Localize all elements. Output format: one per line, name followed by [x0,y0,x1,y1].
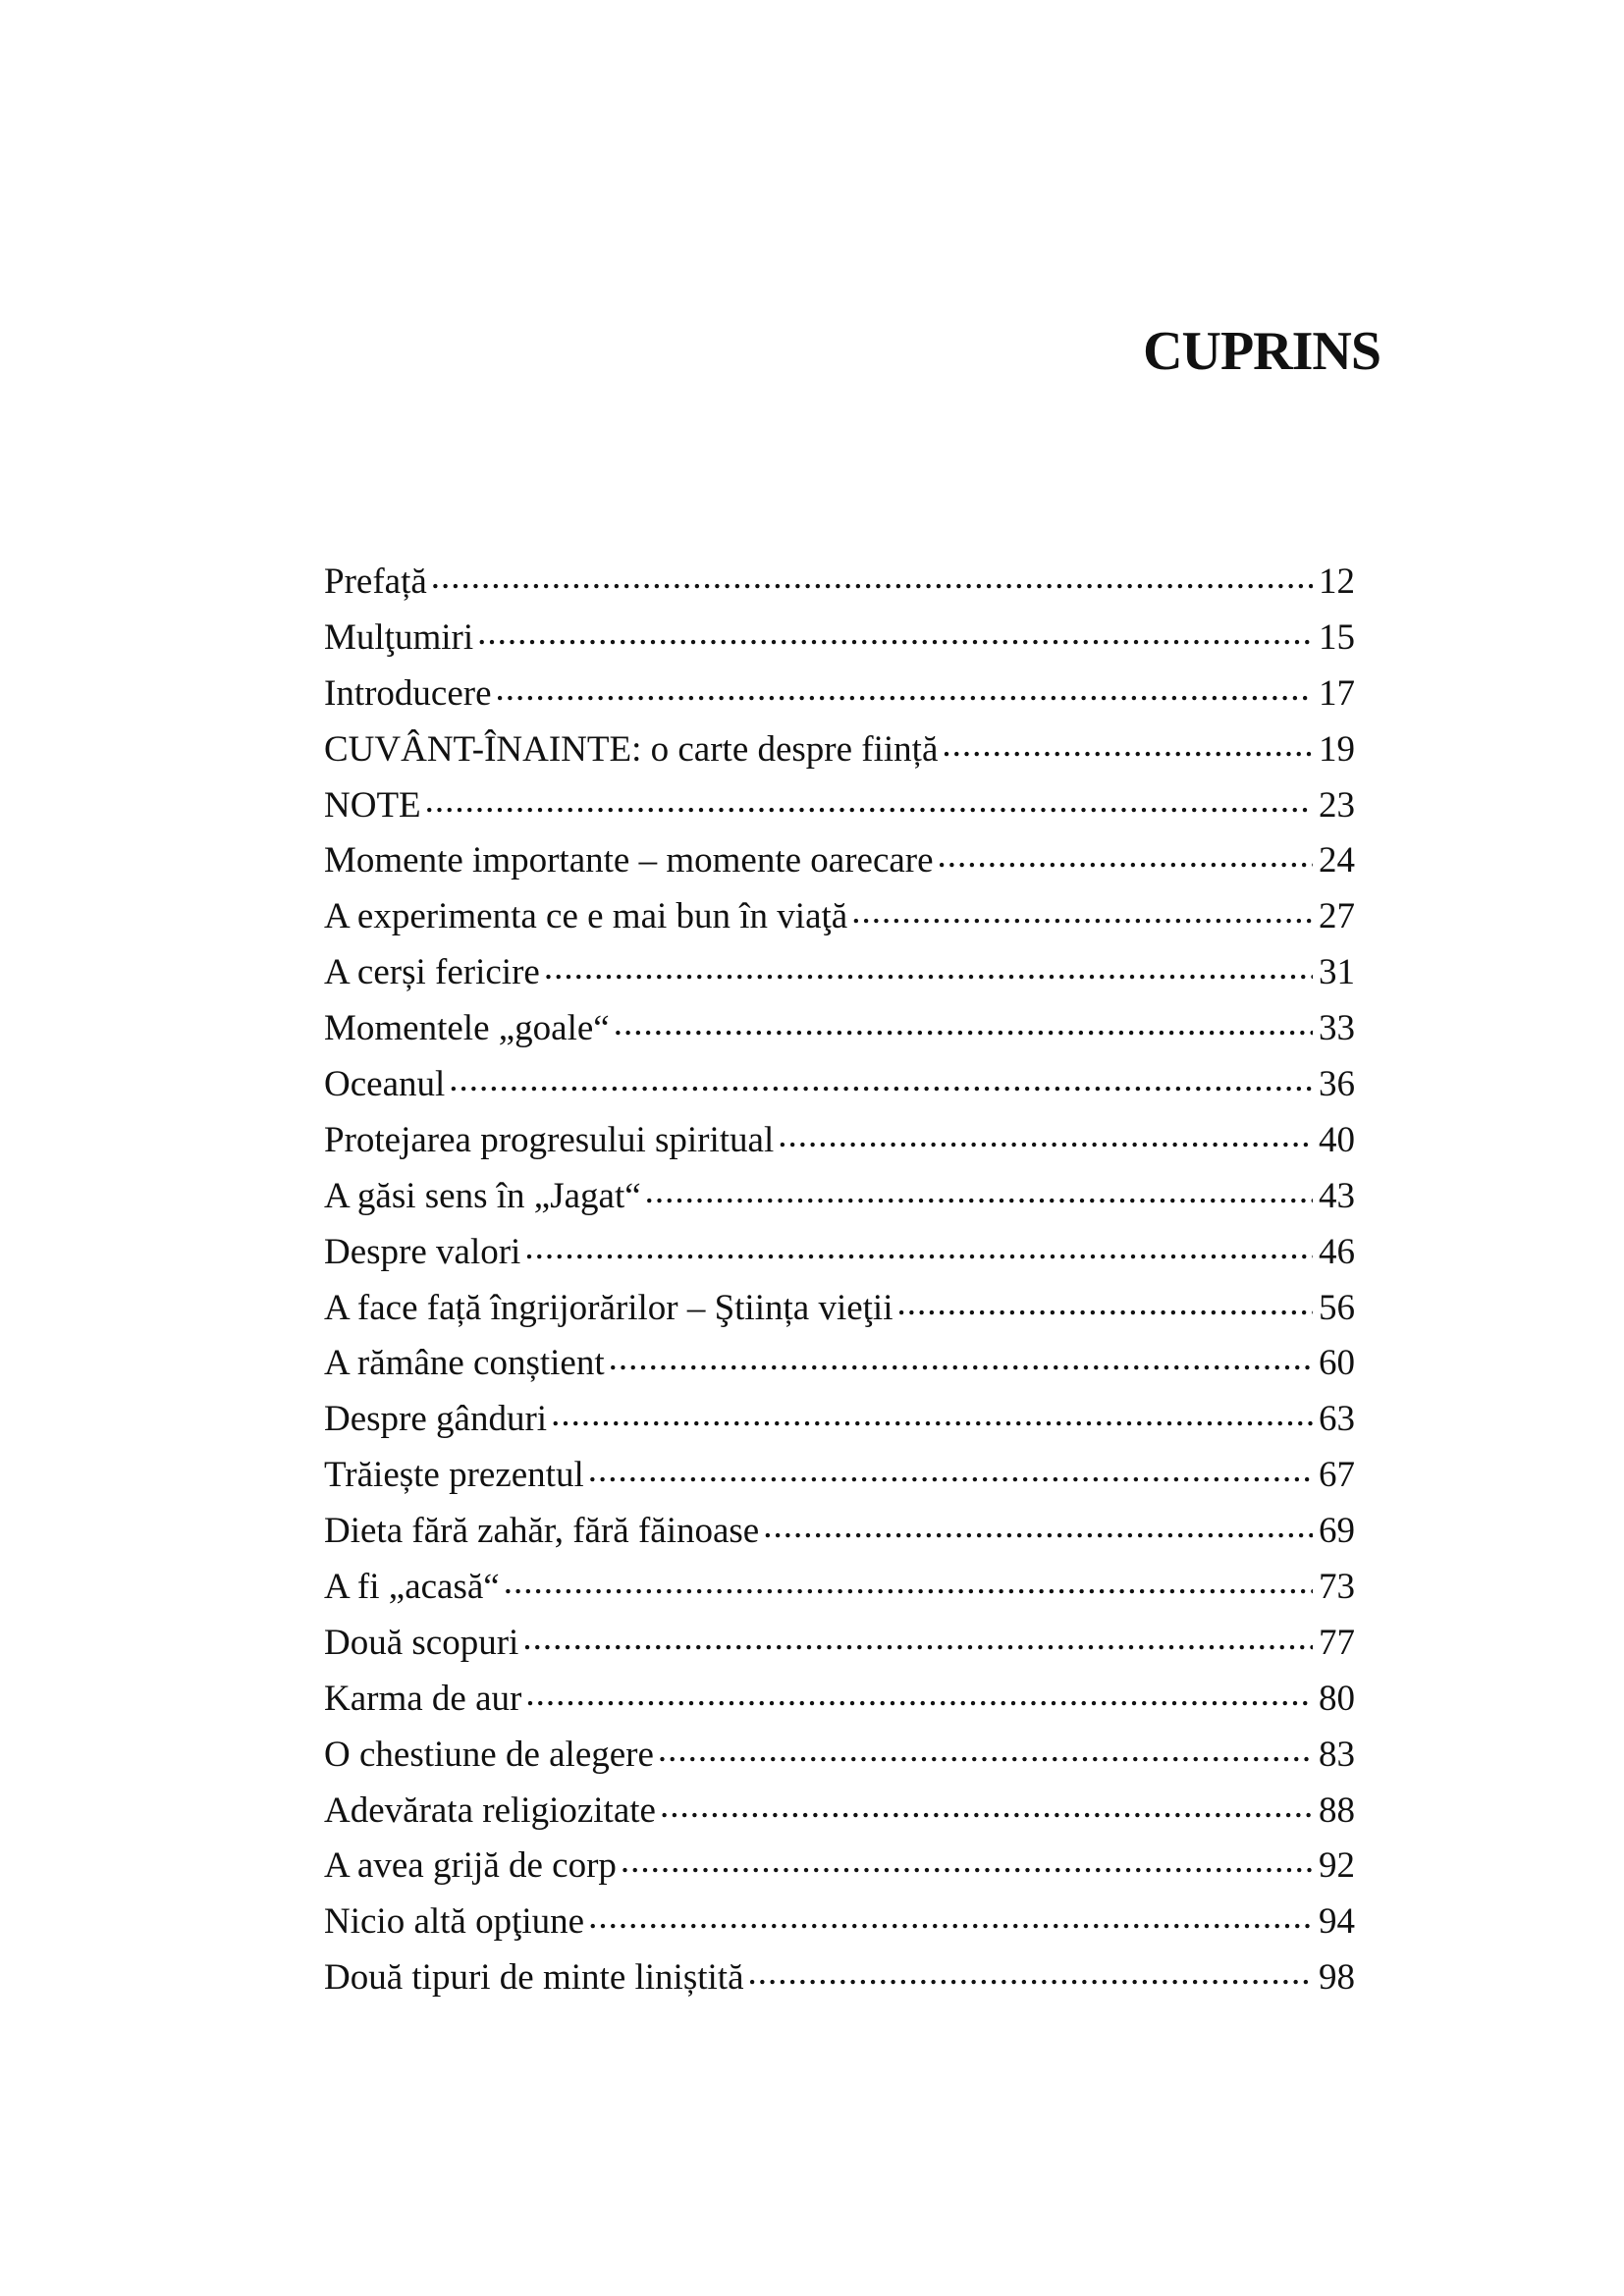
dot-leader [851,891,1313,928]
toc-entry-label: Mulţumiri [324,616,474,658]
dot-leader [938,835,1313,872]
toc-entry-page-number: 98 [1319,1957,1355,1999]
dot-leader [609,1338,1313,1374]
dot-leader [778,1115,1313,1151]
dot-leader [496,668,1313,705]
toc-entry[interactable] [324,1672,1355,1728]
toc-entry[interactable] [324,1950,1355,2006]
toc-entry[interactable] [324,1895,1355,1950]
toc-entry[interactable] [324,611,1355,667]
toc-entry-page-number: 27 [1319,896,1355,937]
toc-entry-page-number: 73 [1319,1567,1355,1608]
toc-entry-page-number: 56 [1319,1287,1355,1328]
toc-entry[interactable] [324,778,1355,834]
toc-entry-label: NOTE [324,784,421,826]
dot-leader [942,724,1313,761]
toc-entry[interactable] [324,1336,1355,1392]
toc-entry[interactable] [324,1057,1355,1113]
dot-leader [763,1506,1313,1542]
dot-leader [449,1059,1313,1095]
dot-leader [658,1730,1313,1766]
toc-entry-label: A face față îngrijorărilor – Ştiința vieţii [324,1287,893,1328]
toc-entry-label: Momentele „goale“ [324,1008,610,1049]
toc-entry[interactable] [324,1448,1355,1504]
toc-entry-label: Nicio altă opţiune [324,1901,585,1943]
toc-entry[interactable] [324,1839,1355,1895]
dot-leader [588,1450,1313,1486]
toc-entry-page-number: 80 [1319,1678,1355,1719]
toc-entry-page-number: 23 [1319,784,1355,826]
toc-entry-label: Despre gânduri [324,1399,548,1440]
toc-entry-label: A găsi sens în „Jagat“ [324,1175,641,1216]
toc-entry-label: Două scopuri [324,1622,519,1663]
dot-leader [588,1896,1313,1933]
dot-leader [621,1841,1313,1877]
toc-entry[interactable] [324,722,1355,778]
toc-entry-page-number: 67 [1319,1455,1355,1496]
toc-entry[interactable] [324,1281,1355,1337]
toc-entry[interactable] [324,1560,1355,1616]
toc-entry-page-number: 12 [1319,561,1355,602]
dot-leader [525,1674,1313,1710]
toc-entry[interactable] [324,1169,1355,1225]
toc-entry[interactable] [324,833,1355,889]
dot-leader [431,557,1313,593]
toc-entry-label: Două tipuri de minte liniștită [324,1957,744,1999]
toc-entry-page-number: 17 [1319,672,1355,714]
toc-entry[interactable] [324,1113,1355,1169]
dot-leader [896,1283,1313,1319]
toc-entry-label: A avea grijă de corp [324,1845,617,1887]
dot-leader [504,1562,1313,1598]
toc-entry-label: O chestiune de alegere [324,1734,654,1775]
table-of-contents [324,555,1355,2006]
toc-entry-page-number: 77 [1319,1622,1355,1663]
toc-entry[interactable] [324,1784,1355,1840]
toc-entry[interactable] [324,667,1355,722]
toc-entry-label: A experimenta ce e mai bun în viaţă [324,896,848,937]
toc-entry-page-number: 63 [1319,1399,1355,1440]
dot-leader [477,613,1313,649]
toc-entry[interactable] [324,1225,1355,1281]
dot-leader [551,1394,1313,1430]
toc-entry[interactable] [324,1001,1355,1057]
toc-entry-label: Dieta fără zahăr, fără făinoase [324,1511,760,1552]
toc-entry[interactable] [324,1616,1355,1672]
toc-entry[interactable] [324,1392,1355,1448]
toc-entry-label: A rămâne conștient [324,1343,605,1384]
dot-leader [544,947,1313,984]
dot-leader [522,1618,1313,1654]
toc-entry-page-number: 43 [1319,1175,1355,1216]
toc-entry-page-number: 24 [1319,840,1355,881]
toc-entry-page-number: 40 [1319,1119,1355,1160]
toc-entry[interactable] [324,889,1355,945]
toc-entry-page-number: 83 [1319,1734,1355,1775]
toc-entry-page-number: 60 [1319,1343,1355,1384]
toc-entry-label: Momente importante – momente oarecare [324,840,934,881]
toc-entry-label: Adevărata religiozitate [324,1789,656,1831]
toc-entry-label: Karma de aur [324,1678,522,1719]
toc-entry[interactable] [324,555,1355,611]
toc-entry-label: Prefață [324,561,427,602]
toc-entry-label: Introducere [324,672,492,714]
dot-leader [614,1003,1313,1040]
toc-entry-page-number: 46 [1319,1231,1355,1272]
toc-entry[interactable] [324,945,1355,1001]
toc-entry-page-number: 88 [1319,1789,1355,1831]
toc-entry-label: Oceanul [324,1064,446,1105]
toc-entry[interactable] [324,1728,1355,1784]
dot-leader [645,1171,1313,1207]
toc-entry-label: Protejarea progresului spiritual [324,1119,775,1160]
dot-leader [660,1786,1313,1822]
toc-entry[interactable] [324,1504,1355,1560]
toc-entry-page-number: 92 [1319,1845,1355,1887]
toc-entry-label: CUVÂNT-ÎNAINTE: o carte despre ființă [324,728,939,770]
toc-entry-label: A cerși fericire [324,952,540,993]
toc-entry-page-number: 33 [1319,1008,1355,1049]
dot-leader [425,780,1313,817]
page-title: CUPRINS [1143,321,1380,382]
toc-entry-label: Despre valori [324,1231,521,1272]
toc-entry-page-number: 19 [1319,728,1355,770]
toc-entry-page-number: 36 [1319,1064,1355,1105]
dot-leader [748,1952,1314,1989]
toc-entry-page-number: 69 [1319,1511,1355,1552]
toc-entry-page-number: 94 [1319,1901,1355,1943]
dot-leader [524,1227,1313,1263]
toc-entry-page-number: 15 [1319,616,1355,658]
toc-entry-page-number: 31 [1319,952,1355,993]
toc-entry-label: A fi „acasă“ [324,1567,500,1608]
toc-entry-label: Trăiește prezentul [324,1455,584,1496]
